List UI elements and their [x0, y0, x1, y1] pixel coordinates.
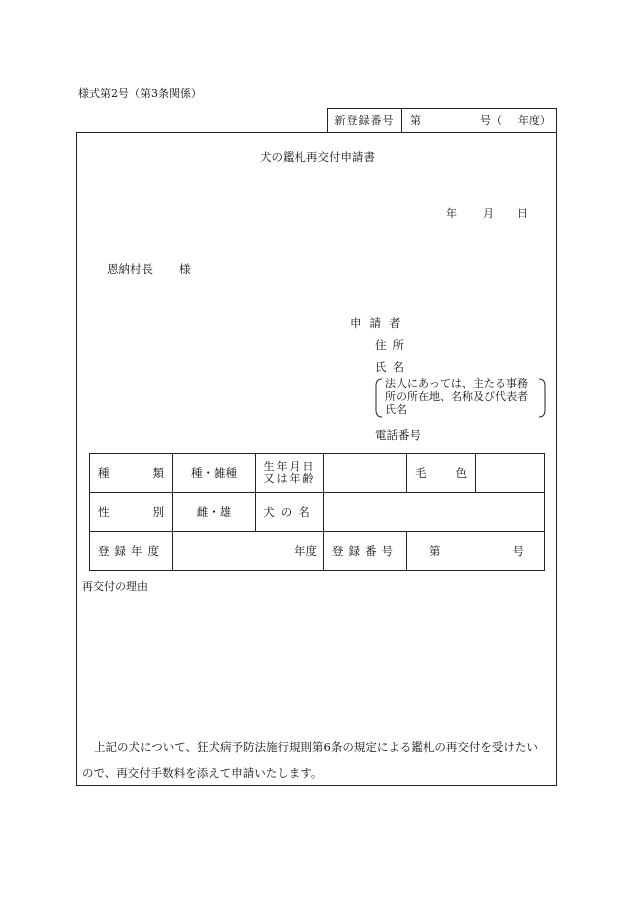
applicant-address-label: 住所: [375, 338, 410, 352]
birth-label-line: 生年月日: [263, 460, 316, 473]
addressee-name: 恩納村長: [107, 262, 153, 276]
species-value-cell[interactable]: 種・雑種: [173, 454, 256, 493]
document-title: 犬の鑑札再交付申請書: [260, 150, 375, 164]
date-year: 年: [446, 207, 457, 220]
birth-label-line: 又は年齢: [263, 472, 316, 485]
sex-label-part: 性: [98, 505, 110, 519]
registration-number-dai: 第: [429, 544, 441, 558]
dog-name-value-cell[interactable]: [324, 493, 545, 532]
right-bracket-icon: [538, 378, 546, 418]
applicant-label: 申請者: [350, 316, 409, 330]
registration-dai: 第: [410, 114, 421, 127]
registration-year-label-cell: 登録年度: [90, 532, 173, 571]
corporate-note-line: 所の所在地、名称及び代表者: [385, 390, 528, 403]
sex-label-cell: [90, 493, 173, 532]
corporate-note-line: 氏名: [385, 403, 407, 416]
registration-year-value-cell[interactable]: 年度: [173, 532, 324, 571]
table-row: [90, 493, 545, 532]
corporate-note-line: 法人にあっては、主たる事務: [385, 377, 528, 390]
birth-label-cell: [256, 454, 324, 493]
registration-go: 号（: [480, 114, 502, 127]
form-number-label: 様式第2号（第3条関係）: [78, 87, 202, 100]
species-label-part: 種: [98, 466, 110, 480]
coat-label-part: 毛: [415, 466, 427, 480]
species-label-cell: [90, 454, 173, 493]
registration-nendo: 年度）: [518, 114, 551, 127]
table-row: [90, 454, 545, 493]
statement-line: 上記の犬について、狂犬病予防法施行規則第6条の規定による鑑札の再交付を受けたい: [94, 740, 538, 754]
birth-value-cell[interactable]: [324, 454, 407, 493]
applicant-phone-label: 電話番号: [375, 428, 421, 442]
species-label-part: 類: [152, 466, 164, 480]
registration-number-box: [327, 108, 557, 132]
addressee-honorific: 様: [179, 262, 191, 276]
reissue-reason-label: 再交付の理由: [82, 580, 148, 593]
sex-value-cell[interactable]: 雌・雄: [173, 493, 256, 532]
dog-info-table: [89, 453, 545, 571]
sex-label-part: 別: [152, 505, 164, 519]
corporate-note: [377, 377, 547, 416]
table-row: [90, 532, 545, 571]
statement-line: ので、再交付手数料を添えて申請いたします。: [82, 766, 323, 780]
dog-name-label-cell: 犬の名: [256, 493, 324, 532]
application-statement: [82, 734, 552, 786]
coat-label-cell: [407, 454, 476, 493]
coat-value-cell[interactable]: [476, 454, 545, 493]
registration-number-label-cell: 登録番号: [324, 532, 407, 571]
date-month: 月: [483, 207, 494, 220]
coat-label-part: 色: [455, 466, 467, 480]
applicant-name-label: 氏名: [375, 360, 410, 374]
registration-number-value-cell[interactable]: [407, 532, 545, 571]
date-day: 日: [517, 207, 528, 220]
registration-number-go: 号: [512, 544, 524, 558]
new-registration-number-label: 新登録番号: [328, 109, 402, 133]
